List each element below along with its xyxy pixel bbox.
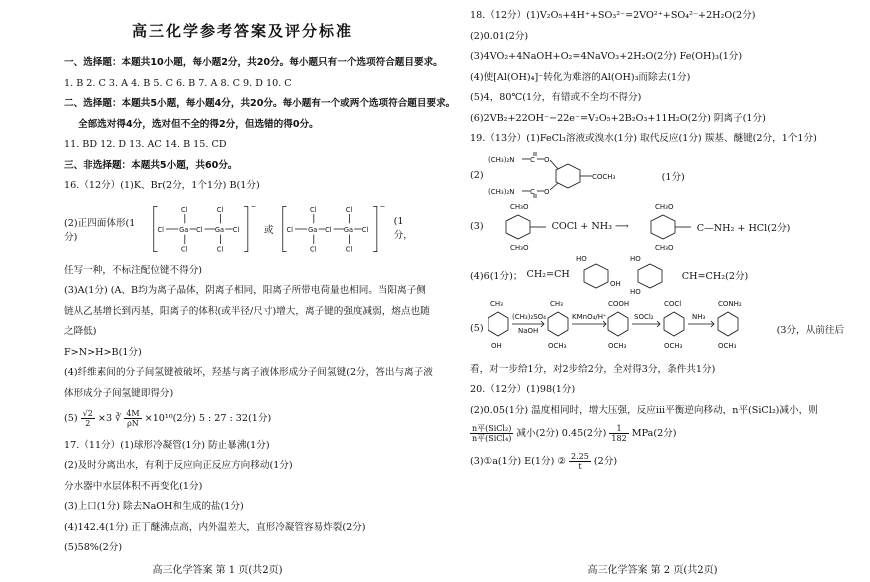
svg-text:CH₃O: CH₃O	[654, 202, 674, 211]
svg-text:OCH₃: OCH₃	[547, 341, 567, 350]
fraction-numerator: √2	[82, 409, 93, 418]
q19-part3-product: C—NH₂ + HCl(2分)	[696, 222, 791, 234]
q18-part3: (3)4VO₂+4NaOH+O₂=4NaVO₃+2H₂O(2分) Fe(OH)₃(1分)	[470, 51, 743, 62]
q17-part3: (3)上口(1分) 除去NaOH和生成的盐(1分)	[64, 501, 244, 512]
q18-part5: (5)4，80℃(1分，有错或不全均不得分)	[470, 92, 642, 103]
svg-text:CH₃: CH₃	[489, 299, 503, 308]
page-title: 高三化学参考答案及评分标准	[131, 22, 353, 40]
section1-answers: 1. B 2. C 3. A 4. B 5. C 6. B 7. A 8. C 9. D 10. C	[64, 77, 292, 89]
svg-text:OCH₃: OCH₃	[607, 341, 627, 350]
q20-part3-text: (3)①a(1分) E(1分) ②	[470, 455, 566, 467]
page-footer: 高三化学答案 第 1 页(共2页)	[152, 565, 283, 576]
fraction-denominator: 2	[85, 419, 91, 428]
q20-part2-unit: MPa(2分)	[631, 428, 677, 439]
svg-text:O: O	[543, 187, 550, 196]
q19-part4	[470, 254, 856, 296]
section2-header-cont: 全部选对得4分，选对但不全的得2分，但选错的得0分。	[78, 118, 319, 130]
q16-part3-line3: 之降低)	[64, 326, 97, 337]
q16-part5-fraction	[81, 409, 95, 428]
q17-part4: (4)142.4(1分) 正丁醚沸点高，内外温差大，直形冷凝管容易炸裂(2分)	[64, 521, 366, 533]
q19-part5	[470, 298, 856, 360]
svg-text:SOCl₂: SOCl₂	[633, 312, 654, 321]
q20-part2-text: 减小(2分) 0.45(2分)	[516, 428, 607, 439]
q17-part2-line1: (2)及时分离出水，有利于反应向正反应方向移动(1分)	[64, 460, 293, 471]
q20-part2-line2	[470, 423, 856, 445]
q19-part4-vinyl-a: CH₂=CH	[526, 269, 570, 280]
structure-substituent: COCH₃	[591, 172, 615, 181]
svg-text:Cl: Cl	[287, 225, 294, 234]
pressure-denominator: 182	[611, 434, 627, 443]
svg-text:HO: HO	[629, 287, 641, 296]
svg-text:COOH: COOH	[607, 299, 629, 308]
svg-text:Cl: Cl	[180, 245, 188, 254]
q16-part5-root-fraction	[124, 409, 141, 428]
q16-part2-score: (1分，	[393, 216, 413, 241]
q17-part1: 17.（11分）(1)球形冷凝管(1分) 防止暴沸(1分)	[64, 439, 270, 451]
svg-text:OH: OH	[490, 341, 502, 350]
svg-text:Cl: Cl	[346, 205, 353, 214]
q20-rate-fraction	[569, 452, 591, 471]
section2-header: 二、选择题：本题共5小题，每小题4分，共20分。每小题有一个或两个选项符合题目要求。	[64, 98, 456, 109]
q20-part3-score: (2分)	[593, 455, 618, 467]
svg-text:C: C	[529, 155, 535, 164]
q18-part6: (6)2VB₂+22OH⁻−22e⁻=V₂O₅+2B₂O₃+11H₂O(2分) 阴离子(1分)	[470, 112, 766, 124]
ga-dimer-structure-a	[150, 199, 258, 259]
svg-text:Cl: Cl	[157, 225, 164, 234]
carbamate-structure	[488, 152, 658, 200]
svg-text:C: C	[529, 187, 535, 196]
rate-denominator: t	[578, 461, 582, 471]
section2-answers: 11. BD 12. D 13. AC 14. B 15. CD	[64, 139, 227, 150]
synthesis-route	[488, 298, 773, 360]
svg-text:−: −	[380, 201, 386, 210]
svg-text:Cl: Cl	[216, 245, 223, 254]
q19-part3-label: (3)	[470, 221, 484, 232]
root-denominator: ρN	[127, 419, 139, 428]
ratio-denominator: n平(SiCl₄)	[472, 434, 512, 443]
svg-text:Cl: Cl	[325, 225, 332, 234]
q19-part2	[470, 152, 856, 200]
svg-text:Cl: Cl	[310, 205, 317, 214]
svg-text:Cl: Cl	[362, 225, 369, 234]
q19-part4-label: (4)6(1分)；	[470, 270, 523, 282]
structure-group-top: (CH₃)₂N	[487, 155, 515, 164]
q16-part1: 16.（12分）(1)K、Br(2分，1个1分) B(1分)	[64, 180, 260, 191]
svg-text:OCH₃: OCH₃	[717, 341, 737, 350]
svg-text:Ga: Ga	[308, 225, 318, 234]
svg-text:CH₃: CH₃	[549, 299, 563, 308]
q19-part2-label: (2)	[470, 170, 484, 181]
svg-text:CH₃O: CH₃O	[509, 202, 529, 211]
acyl-chloride-structure	[488, 202, 548, 252]
svg-text:CONH₂: CONH₂	[717, 299, 742, 308]
q16-part5-prefix: (5)	[64, 413, 78, 424]
svg-text:Cl: Cl	[180, 205, 188, 214]
q17-part2-line2: 分水器中水层体积不再变化(1分)	[64, 480, 203, 492]
amide-structure	[633, 202, 693, 252]
svg-text:NH₃: NH₃	[691, 312, 705, 321]
q20-part1: 20.（12分）(1)98(1分)	[470, 384, 576, 395]
q16-part5-mid: ×3	[97, 413, 113, 424]
svg-text:(CH₃)₂SO₄: (CH₃)₂SO₄	[511, 312, 546, 321]
svg-text:HO: HO	[575, 254, 587, 263]
svg-text:Cl: Cl	[195, 225, 203, 234]
cube-root-sign: ∛	[115, 413, 122, 424]
q19-part4-vinyl-b: CH=CH₂(2分)	[681, 270, 749, 282]
q19-part5-note: 看，对一步给1分，对2步给2分，全对得3分，条件共1分)	[470, 363, 716, 375]
ga-dimer-structure-b	[279, 199, 387, 259]
svg-text:−: −	[250, 201, 256, 210]
q20-part2-line1: (2)0.05(1分) 温度相同时，增大压强，反应ⅲ平衡逆向移动，n平(SiCl₂)减小，则	[470, 404, 818, 416]
ratio-numerator: n平(SiCl₂)	[472, 424, 512, 433]
svg-text:Ga: Ga	[178, 225, 189, 234]
q16-part3-order: F>N>H>B(1分)	[64, 346, 142, 358]
q16-part5-suffix: ×10¹⁰(2分) 5 : 27 : 32(1分)	[144, 413, 272, 424]
q19-part3-equation: COCl + NH₃ ⟶	[551, 221, 629, 232]
q19-part2-score: (1分)	[661, 171, 685, 183]
structure-group-bottom: (CH₃)₂N	[487, 187, 515, 196]
page-footer: 高三化学答案 第 2 页(共2页)	[587, 565, 718, 576]
root-numerator: 4M	[126, 409, 140, 418]
q18-part1: 18.（12分）(1)V₂O₅+4H⁺+SO₃²⁻=2VO²⁺+SO₄²⁻+2H₂O(2分)	[470, 10, 756, 21]
section3-header: 三、非选择题：本题共5小题，共60分。	[64, 159, 238, 171]
svg-text:Cl: Cl	[310, 245, 317, 254]
svg-text:Ga: Ga	[214, 225, 224, 234]
q19-part5-label: (5)	[470, 323, 484, 334]
q19-part1: 19.（13分）(1)FeCl₃溶液或溴水(1分) 取代反应(1分) 羰基、醚键(2分，1个1分)	[470, 133, 817, 144]
q16-part3-line2: 链从乙基增长到丙基，阳离子的体积(或半径/尺寸)增大，离子键的强度减弱，熔点也随	[64, 305, 430, 317]
svg-text:COCl: COCl	[663, 299, 681, 308]
q16-part2-or: 或	[263, 224, 274, 236]
svg-text:OCH₃: OCH₃	[663, 341, 683, 350]
section1-header: 一、选择题：本题共10小题，每小题2分，共20分。每小题只有一个选项符合题目要求。	[64, 57, 443, 68]
svg-text:Cl: Cl	[232, 225, 239, 234]
q16-part4-line1: (4)纤维素间的分子间氢键被破坏，羟基与离子液体形成分子间氢键(2分，答出与离子液	[64, 367, 433, 378]
q16-part2-structures	[64, 199, 421, 259]
svg-text:KMnO₄/H⁺: KMnO₄/H⁺	[571, 312, 607, 321]
svg-text:NaOH: NaOH	[517, 326, 538, 335]
q16-part3-line1: (3)A(1分) (A、B均为离子晶体，阴离子相同，阳离子所带电荷量也相同。当阳离子侧	[64, 285, 426, 296]
svg-text:O: O	[543, 155, 550, 164]
q20-pressure-fraction	[609, 424, 628, 443]
svg-text:Cl: Cl	[346, 245, 353, 254]
q20-part3	[470, 451, 856, 473]
q18-part4: (4)使[Al(OH)₄]⁻转化为难溶的Al(OH)₃而除去(1分)	[470, 71, 691, 83]
svg-text:Ga: Ga	[344, 225, 354, 234]
q19-part5-score: (3分，从前往后	[776, 324, 845, 336]
q19-part3	[470, 202, 856, 252]
dihydroxystyrene-structure-a	[574, 254, 624, 296]
q16-part2-label: (2)正四面体形(1分)	[64, 217, 136, 243]
q16-part5	[64, 406, 421, 432]
svg-text:HO: HO	[629, 254, 641, 263]
q20-ratio-fraction	[470, 424, 513, 443]
pressure-numerator: 1	[609, 424, 628, 434]
q16-part4-line2: 体形成分子间氢键即得分)	[64, 387, 174, 399]
q16-part2-note: 任写一种，不标注配位键不得分)	[64, 264, 203, 276]
dihydroxystyrene-structure-b	[628, 254, 678, 296]
q18-part2: (2)0.01(2分)	[470, 30, 529, 42]
answer-page-2	[435, 0, 870, 582]
svg-text:CH₃O: CH₃O	[654, 243, 674, 252]
svg-text:Cl: Cl	[216, 205, 223, 214]
svg-text:CH₃O: CH₃O	[509, 243, 529, 252]
rate-numerator: 2.25	[571, 451, 589, 461]
q17-part5: (5)58%(2分)	[64, 542, 123, 553]
svg-text:OH: OH	[609, 279, 621, 288]
